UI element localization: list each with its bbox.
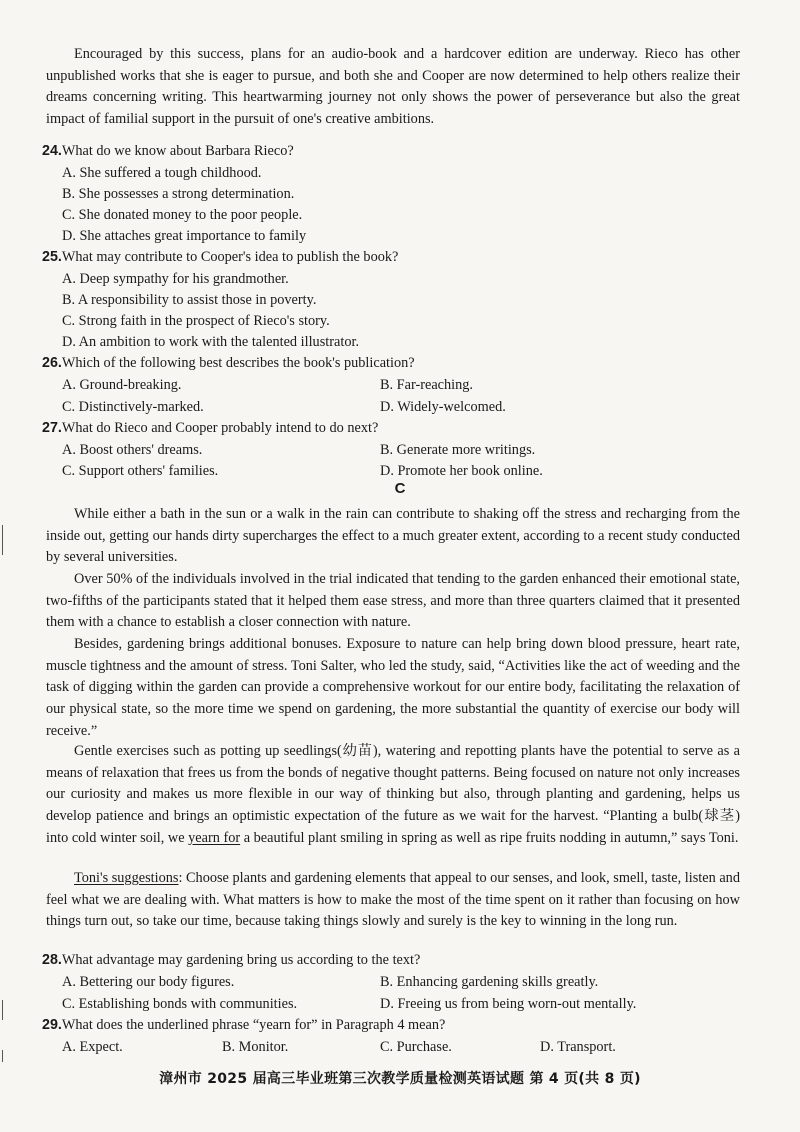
- paragraph-4-text-b: a beautiful plant smiling in spring as well as ripe fruits nodding in autumn,” says Toni.: [240, 829, 739, 846]
- underlined-phrase: yearn for: [188, 829, 241, 846]
- passage-c-paragraph-1: While either a bath in the sun or a walk in the rain can contribute to shaking off the stress and recharging from the inside out, getting our hands dirty supercharges the effect to a much greater extent, according to a recent study conducted by several universities.: [46, 506, 740, 566]
- question-text: What do Rieco and Cooper probably intend to do next?: [61, 420, 379, 436]
- option-25-c[interactable]: C. Strong faith in the prospect of Rieco's story.: [62, 313, 330, 329]
- question-text: Which of the following best describes the book's publication?: [61, 355, 415, 371]
- option-28-d[interactable]: D. Freeing us from being worn-out mentally.: [380, 996, 637, 1012]
- passage-b-ending: Encouraged by this success, plans for an audio-book and a hardcover edition are underway. Rieco has other unpublished works that she is eager to pursue, and both she and Cooper are now determined to help others realize their dreams concerning writing. This heartwarming journey not only shows the power of perseverance but also the great impact of familial support in the pursuit of one's creative ambitions.: [46, 46, 740, 128]
- option-27-b[interactable]: B. Generate more writings.: [380, 442, 536, 458]
- question-26: [42, 353, 415, 374]
- question-number: 24.: [42, 143, 62, 159]
- question-text: What advantage may gardening bring us according to the text?: [61, 952, 421, 968]
- toni-suggestions-label: Toni's suggestions: [74, 870, 179, 886]
- question-27: [42, 418, 378, 439]
- passage-c-paragraph-5: [46, 868, 740, 933]
- option-25-d[interactable]: D. An ambition to work with the talented illustrator.: [62, 334, 360, 350]
- question-number: 29.: [42, 1017, 62, 1033]
- option-24-b[interactable]: B. She possesses a strong determination.: [62, 186, 295, 202]
- paragraph-4-text-a: Gentle exercises such as potting up seedlings(幼苗), watering and repotting plants have the potential to serve as a means of relaxation that frees us from the bonds of negative thought patterns. Being focused on nature not only increases our curiosity and makes us more flexible in our way of thinking but also, through planting and gardening, helps us develop patience and brings an optimistic expectation of the future as we wait for the harvest. “Planting a bulb(球茎) into cold winter soil, we: [46, 743, 740, 846]
- question-text: What does the underlined phrase “yearn for” in Paragraph 4 mean?: [61, 1017, 446, 1033]
- option-29-d[interactable]: D. Transport.: [540, 1039, 616, 1055]
- option-29-b[interactable]: B. Monitor.: [222, 1039, 289, 1055]
- option-24-c[interactable]: C. She donated money to the poor people.: [62, 207, 303, 223]
- option-24-a[interactable]: A. She suffered a tough childhood.: [62, 165, 262, 181]
- option-28-b[interactable]: B. Enhancing gardening skills greatly.: [380, 974, 599, 990]
- option-27-d[interactable]: D. Promote her book online.: [380, 463, 543, 479]
- option-25-a[interactable]: A. Deep sympathy for his grandmother.: [62, 271, 289, 287]
- option-27-c[interactable]: C. Support others' families.: [62, 463, 219, 479]
- option-24-d[interactable]: D. She attaches great importance to family: [62, 228, 307, 244]
- scan-mark: [2, 1000, 3, 1020]
- question-text: What may contribute to Cooper's idea to publish the book?: [61, 249, 399, 265]
- page-footer: 漳州市 2025 届高三毕业班第三次教学质量检测英语试题 第 4 页(共 8 页): [159, 1071, 641, 1087]
- passage-c-paragraph-4: [46, 741, 740, 850]
- option-26-b[interactable]: B. Far-reaching.: [380, 377, 474, 393]
- option-28-c[interactable]: C. Establishing bonds with communities.: [62, 996, 298, 1012]
- option-26-a[interactable]: A. Ground-breaking.: [62, 377, 182, 393]
- passage-c-paragraph-3: Besides, gardening brings additional bonuses. Exposure to nature can help bring down blood pressure, heart rate, muscle tightness and the amount of stress. Toni Salter, who led the study, said, “Activities like the act of weeding and the task of digging within the garden can provide a comprehensive workout for our entire body, facilitating the relaxation of our physical state, so the more time we spend on gardening, the more substantial the quantity of exercise our body will receive.”: [46, 636, 740, 739]
- section-label: C: [394, 480, 406, 497]
- question-number: 27.: [42, 420, 62, 436]
- question-24: [42, 141, 294, 162]
- option-29-c[interactable]: C. Purchase.: [380, 1039, 452, 1055]
- option-25-b[interactable]: B. A responsibility to assist those in poverty.: [62, 292, 317, 308]
- question-number: 26.: [42, 355, 62, 371]
- passage-c-paragraph-2: Over 50% of the individuals involved in the trial indicated that tending to the garden enhanced their emotional state, two-fifths of the participants stated that it helped them ease stress, and more than three quarters claimed that it presented them with a chance to establish a closer connection with nature.: [46, 571, 740, 631]
- question-text: What do we know about Barbara Rieco?: [61, 143, 294, 159]
- option-28-a[interactable]: A. Bettering our body figures.: [62, 974, 235, 990]
- question-25: [42, 247, 398, 268]
- question-29: [42, 1015, 445, 1036]
- question-number: 25.: [42, 249, 62, 265]
- option-26-d[interactable]: D. Widely-welcomed.: [380, 399, 506, 415]
- scan-mark: [2, 525, 3, 555]
- option-29-a[interactable]: A. Expect.: [62, 1039, 123, 1055]
- question-28: [42, 950, 420, 971]
- scan-mark: [2, 1050, 3, 1062]
- option-27-a[interactable]: A. Boost others' dreams.: [62, 442, 203, 458]
- question-number: 28.: [42, 952, 62, 968]
- paragraph-5-text: : Choose plants and gardening elements that appeal to our senses, and look, smell, taste, listen and feel what we are dealing with. What matters is how to make the most of the time spent on it rather than focusing on how things turn out, so take our time, because taking things slowly and surely is the key to winning in the long run.: [46, 870, 740, 930]
- option-26-c[interactable]: C. Distinctively-marked.: [62, 399, 204, 415]
